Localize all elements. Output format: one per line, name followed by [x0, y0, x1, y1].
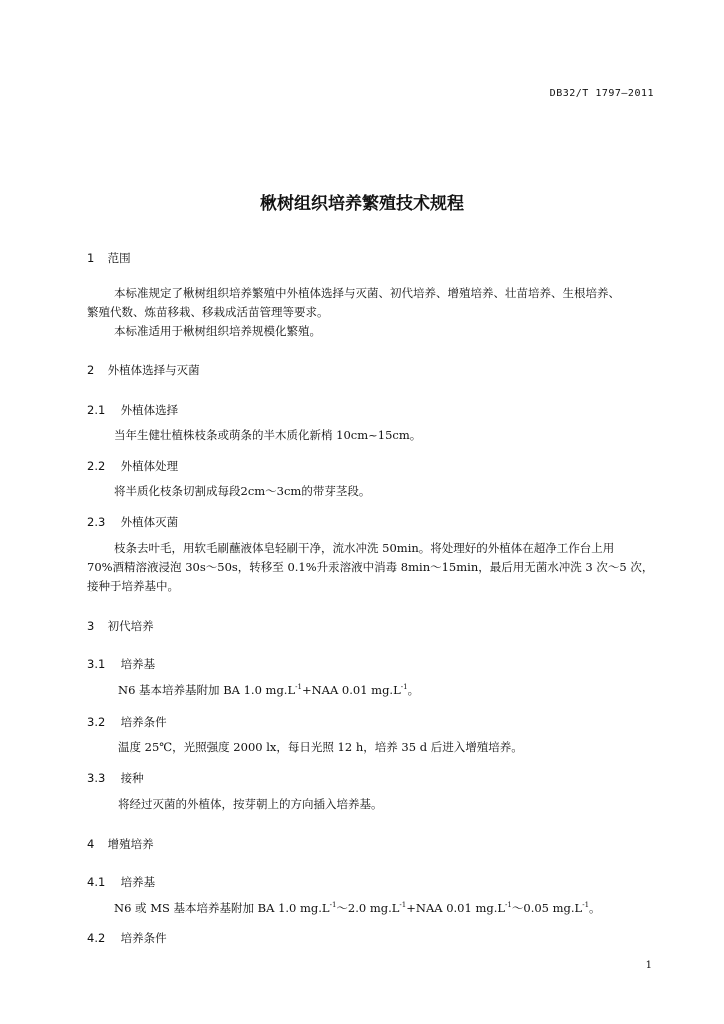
- section-2-heading: [87, 362, 200, 378]
- section-number: 3.3: [87, 771, 106, 785]
- formula-line: [87, 899, 655, 918]
- section-2-1-body: [87, 426, 655, 445]
- exponent: -1: [399, 901, 407, 909]
- section-title: 外植体灭菌: [120, 515, 179, 529]
- paragraph-line: 当年生健壮植株枝条或萌条的半木质化新梢 10cm~15cm。: [114, 428, 422, 442]
- paragraph-line: 繁殖代数、炼苗移栽、移栽成活苗管理等要求。: [87, 305, 329, 319]
- section-2-3-heading: [87, 514, 178, 530]
- paragraph-line: 本标准规定了楸树组织培养繁殖中外植体选择与灭菌、初代培养、增殖培养、壮苗培养、生根培养、: [114, 286, 620, 300]
- section-3-1-heading: [87, 656, 155, 672]
- section-2-1-heading: [87, 402, 178, 418]
- formula-text: N6 或 MS 基本培养基附加 BA 1.0 mg.L: [114, 901, 330, 915]
- section-3-2-heading: [87, 714, 167, 730]
- paragraph-line: 接种于培养基中。: [87, 579, 179, 593]
- document-code: DB32/T 1797—2011: [549, 88, 654, 99]
- section-number: 2.3: [87, 515, 106, 529]
- section-3-1-body: [87, 681, 655, 700]
- exponent: -1: [505, 901, 512, 909]
- formula-text: N6 基本培养基附加 BA 1.0 mg.L: [118, 683, 296, 697]
- exponent: -1: [329, 901, 337, 909]
- paragraph-line: 将半质化枝条切割成每段2cm～3cm的带芽茎段。: [114, 484, 371, 498]
- section-2-2-heading: [87, 458, 178, 474]
- section-4-1-body: [87, 899, 655, 918]
- page-number: 1: [645, 960, 652, 971]
- section-title: 培养基: [120, 657, 156, 671]
- section-3-3-heading: [87, 770, 144, 786]
- paragraph-line: 温度 25℃，光照强度 2000 lx，每日光照 12 h，培养 35 d 后进入增殖培养。: [118, 740, 523, 754]
- section-1-body: [87, 284, 655, 341]
- section-2-3-body: [87, 539, 655, 596]
- section-3-heading: [87, 618, 154, 634]
- formula-text: 。: [589, 901, 601, 915]
- section-3-3-body: [87, 795, 655, 814]
- section-title: 范围: [107, 251, 131, 265]
- section-title: 培养基: [120, 875, 156, 889]
- paragraph-line: 70%酒精溶液浸泡 30s～50s，转移至 0.1%升汞溶液中消毒 8min～15min，最后用无菌水冲洗 3 次～5 次，: [87, 560, 654, 574]
- section-number: 2.1: [87, 403, 106, 417]
- formula-text: ～0.05 mg.L: [511, 901, 583, 915]
- section-number: 1: [87, 251, 95, 265]
- exponent: -1: [400, 683, 408, 691]
- formula-text: +NAA 0.01 mg.L: [406, 901, 506, 915]
- section-title: 外植体处理: [120, 459, 179, 473]
- section-number: 4.2: [87, 931, 106, 945]
- paragraph-line: 将经过灭菌的外植体，按芽朝上的方向插入培养基。: [118, 797, 383, 811]
- formula-line: [87, 681, 655, 700]
- section-number: 4.1: [87, 875, 106, 889]
- section-title: 接种: [120, 771, 144, 785]
- formula-text: ～2.0 mg.L: [336, 901, 400, 915]
- exponent: -1: [582, 901, 590, 909]
- paragraph-line: 枝条去叶毛，用软毛刷蘸液体皂轻刷干净，流水冲洗 50min。将处理好的外植体在超净工作台上用: [114, 541, 615, 555]
- section-number: 2.2: [87, 459, 106, 473]
- section-title: 培养条件: [120, 715, 167, 729]
- section-title: 培养条件: [120, 931, 167, 945]
- section-title: 外植体选择与灭菌: [107, 363, 200, 377]
- formula-text: +NAA 0.01 mg.L: [301, 683, 401, 697]
- section-4-1-heading: [87, 874, 155, 890]
- section-number: 2: [87, 363, 95, 377]
- section-number: 3: [87, 619, 95, 633]
- section-title: 初代培养: [107, 619, 154, 633]
- section-number: 3.1: [87, 657, 106, 671]
- section-number: 3.2: [87, 715, 106, 729]
- formula-text: 。: [407, 683, 420, 697]
- section-4-2-heading: [87, 930, 167, 946]
- section-title: 外植体选择: [120, 403, 179, 417]
- section-2-2-body: [87, 482, 655, 501]
- exponent: -1: [295, 683, 302, 691]
- section-3-2-body: [87, 738, 655, 757]
- document-title: 楸树组织培养繁殖技术规程: [260, 194, 464, 214]
- section-1-heading: [87, 250, 131, 266]
- section-4-heading: [87, 836, 154, 852]
- paragraph-line: 本标准适用于楸树组织培养规模化繁殖。: [114, 324, 321, 338]
- section-title: 增殖培养: [107, 837, 154, 851]
- section-number: 4: [87, 837, 95, 851]
